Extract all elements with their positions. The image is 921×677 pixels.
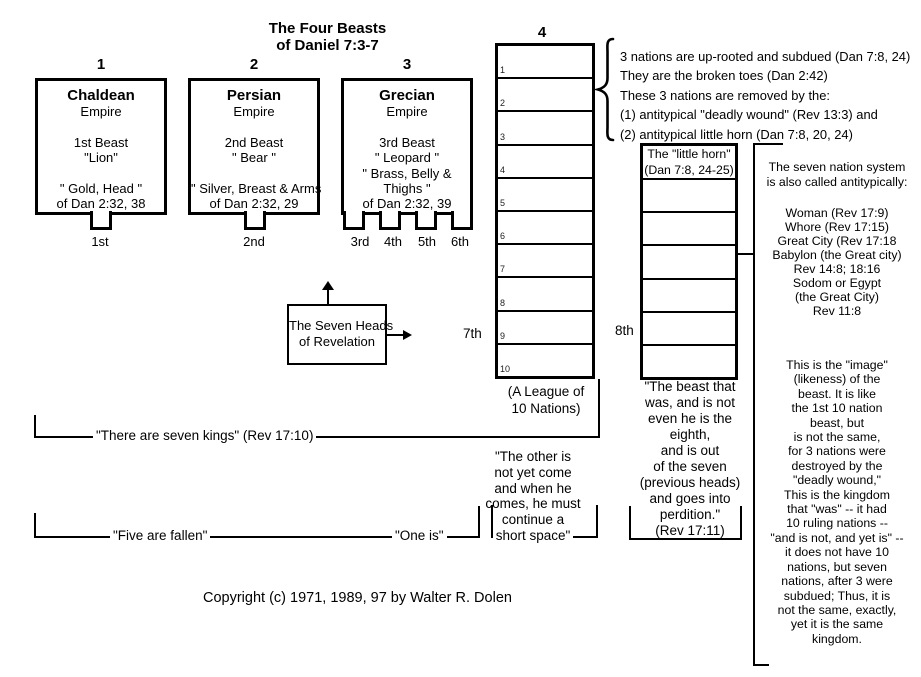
right-panel-line: it does not have 10 <box>785 545 889 560</box>
empire-box-line <box>344 119 470 134</box>
right-panel-line: Rev 14:8; 18:16 <box>793 262 881 276</box>
empire-box-persian <box>188 78 320 215</box>
empire-box-line: " Brass, Belly & <box>362 165 452 181</box>
other-quote-right-tick <box>596 505 598 538</box>
right-panel-line: subdued; Thus, it is <box>783 588 891 603</box>
title-line-2: of Daniel 7:3-7 <box>276 37 379 54</box>
right-panel-bracket <box>753 143 755 666</box>
league-row-label: 2 <box>500 98 506 109</box>
empire-box-line: " Leopard " <box>374 150 440 166</box>
league-row-label: 1 <box>500 65 506 76</box>
box-foot <box>244 211 266 230</box>
right-panel-line: kingdom. <box>812 631 862 646</box>
fallen-line-left-tick <box>34 513 36 538</box>
note-line: They are the broken toes (Dan 2:42) <box>620 68 828 84</box>
empire-box-line: Grecian <box>379 87 435 104</box>
five-fallen-quote: "Five are fallen" <box>110 528 210 543</box>
fallen-line-right-tick <box>478 506 480 538</box>
box-foot <box>451 211 473 230</box>
right-panel-line: destroyed by the <box>791 458 883 473</box>
page-title <box>245 20 410 54</box>
right-panel-line: Rev 11:8 <box>812 304 862 318</box>
right-panel-line: beast, but <box>809 415 864 430</box>
note-line: (2) antitypical little horn (Dan 7:8, 20, 24) <box>620 126 853 142</box>
three-nations-note <box>620 47 910 144</box>
right-panel-line: 10 ruling nations -- <box>786 516 888 531</box>
right-panel-line: Woman (Rev 17:9) <box>785 206 889 220</box>
right-panel-line: (the Great City) <box>794 290 880 304</box>
league-of-ten-nations-box <box>495 43 595 379</box>
league-row <box>498 345 592 376</box>
copyright-text: Copyright (c) 1971, 1989, 97 by Walter R. Dolen <box>203 590 512 606</box>
box-foot <box>379 211 401 230</box>
empire-box-line <box>191 166 317 181</box>
right-arrow-icon <box>403 330 412 340</box>
curly-brace <box>595 36 616 143</box>
little-horn-header-line: The "little horn" <box>647 147 731 161</box>
league-caption-line: 10 Nations) <box>511 400 581 416</box>
empire-box-line: " Gold, Head " <box>59 180 143 196</box>
box-foot <box>343 211 365 230</box>
right-arrow-line <box>387 334 404 336</box>
box-foot <box>415 211 437 230</box>
right-panel-line: Sodom or Egypt <box>792 276 882 290</box>
empire-box-line: " Silver, Breast & Arms <box>191 180 322 196</box>
empire-box-chaldean <box>35 78 167 215</box>
quote-line: eighth, <box>669 427 711 442</box>
quote-line: continue a <box>501 512 565 528</box>
little-horn-row <box>643 246 735 279</box>
empire-box-line: "Lion" <box>84 150 118 166</box>
seven-heads-box <box>287 304 394 365</box>
league-row-label: 6 <box>500 231 506 242</box>
right-panel-line: that "was" -- it had <box>787 502 887 517</box>
quote-line: (Rev 17:11) <box>655 523 725 538</box>
right-panel-line: This is the kingdom <box>784 487 890 502</box>
league-row-label: 5 <box>500 198 506 209</box>
box-foot <box>90 211 112 230</box>
connector-line <box>738 253 753 255</box>
quote-line: "The beast that <box>644 379 736 394</box>
right-panel-line: Whore (Rev 17:15) <box>785 220 889 234</box>
right-panel-bracket-bottom-tick <box>753 664 769 666</box>
league-row-label: 7 <box>500 264 506 275</box>
little-horn-header-line: (Dan 7:8, 24-25) <box>644 162 734 177</box>
ordinal-label: 3rd <box>350 234 370 249</box>
empire-number-2: 2 <box>249 56 259 73</box>
league-row <box>498 278 592 311</box>
right-panel-line: "and is not, and yet is" -- <box>770 530 904 545</box>
up-arrow-icon <box>322 281 334 290</box>
ordinal-label: 6th <box>450 234 470 249</box>
right-panel-intro <box>757 160 917 189</box>
little-horn-row <box>643 213 735 246</box>
league-row-label: 10 <box>500 364 511 375</box>
league-row <box>498 46 592 79</box>
empire-box-line: Empire <box>233 104 275 119</box>
league-row <box>498 79 592 112</box>
kings-quote: "There are seven kings" (Rev 17:10) <box>93 428 316 443</box>
empire-box-line: 2nd Beast <box>224 134 284 150</box>
quote-line: and is out <box>660 443 720 458</box>
ordinal-label: 5th <box>417 234 437 249</box>
empire-box-line <box>38 119 164 134</box>
empire-box-line <box>191 119 317 134</box>
right-panel-line: yet it is the same <box>790 617 884 632</box>
kings-line-to-league-box <box>598 379 600 438</box>
right-panel-line: beast. It is like <box>798 386 876 401</box>
league-row-label: 3 <box>500 131 506 142</box>
right-panel-body <box>757 358 917 646</box>
league-row <box>498 179 592 212</box>
league-caption <box>495 384 597 417</box>
empire-box-line: " Bear " <box>232 150 276 166</box>
right-panel-line: nations, but seven <box>787 559 887 574</box>
up-arrow-line <box>327 289 329 304</box>
quote-line: and goes into <box>649 491 731 506</box>
empire-box-line: Empire <box>386 104 428 119</box>
beast-quote <box>633 379 747 539</box>
ordinal-label: 4th <box>383 234 403 249</box>
kings-line-left-tick <box>34 415 36 438</box>
little-horn-row <box>643 180 735 213</box>
eighth-head-label: 8th <box>615 323 634 338</box>
quote-line: perdition." <box>659 507 721 522</box>
empire-box-line: Empire <box>80 104 122 119</box>
league-row <box>498 245 592 278</box>
league-caption-line: (A League of <box>507 384 585 399</box>
right-panel-line: not the same, exactly, <box>777 602 897 617</box>
other-quote <box>483 449 583 544</box>
league-row-label: 4 <box>500 164 506 175</box>
right-panel-line: The seven nation system <box>768 160 906 174</box>
league-row <box>498 212 592 245</box>
empire-box-line: of Dan 2:32, 38 <box>56 196 146 212</box>
league-row-label: 9 <box>500 330 506 341</box>
right-panel-line: Babylon (the Great city) <box>772 248 902 262</box>
empire-box-line: Thighs " <box>383 180 431 196</box>
empire-number-1: 1 <box>96 56 106 73</box>
quote-line: even he is the <box>647 411 733 426</box>
beast-quote-left-tick <box>629 506 631 540</box>
little-horn-header <box>643 146 735 180</box>
empire-box-line: of Dan 2:32, 39 <box>362 196 452 212</box>
little-horn-row <box>643 346 735 377</box>
quote-line: comes, he must <box>485 496 581 512</box>
right-panel-line: Great City (Rev 17:18 <box>777 234 897 248</box>
right-panel-line: (likeness) of the <box>793 372 881 387</box>
note-line: These 3 nations are removed by the: <box>620 87 830 103</box>
seven-heads-line: of Revelation <box>299 334 375 349</box>
seventh-head-label: 7th <box>463 326 482 341</box>
empire-box-line: of Dan 2:32, 29 <box>209 196 299 212</box>
right-panel-line: nations, after 3 were <box>781 574 893 589</box>
right-panel-line: is also called antitypically: <box>766 174 908 189</box>
league-row-label: 8 <box>500 297 506 308</box>
right-panel-bracket-top-tick <box>753 143 783 145</box>
empire-box-line: Persian <box>226 87 282 104</box>
quote-line: and when he <box>494 480 572 496</box>
seven-heads-line: The Seven Heads <box>289 318 394 333</box>
ordinal-label: 2nd <box>243 234 265 249</box>
note-line: 3 nations are up-rooted and subdued (Dan 7:8, 24) <box>620 49 911 64</box>
right-panel-line: for 3 nations were <box>788 444 886 459</box>
empire-box-line: 1st Beast <box>73 134 129 150</box>
right-panel-line: is not the same, <box>793 430 881 445</box>
little-horn-row <box>643 280 735 313</box>
empire-box-line: 3rd Beast <box>379 134 435 150</box>
little-horn-box <box>640 143 738 380</box>
right-panel-names <box>757 206 917 318</box>
title-line-1: The Four Beasts <box>268 20 387 37</box>
quote-line: (previous heads) <box>639 475 741 490</box>
one-is-quote: "One is" <box>392 528 447 543</box>
quote-line: not yet come <box>494 464 572 480</box>
empire-box-line <box>38 166 164 181</box>
league-row <box>498 312 592 345</box>
ordinal-label: 1st <box>91 234 109 249</box>
right-panel-line: This is the "image" <box>786 358 888 372</box>
note-line: (1) antitypical "deadly wound" (Rev 13:3) and <box>620 107 878 123</box>
right-panel-line: the 1st 10 nation <box>791 401 883 416</box>
league-row <box>498 112 592 145</box>
quote-line: short space" <box>493 528 574 543</box>
quote-line: was, and is not <box>644 395 736 410</box>
empire-box-line: Chaldean <box>67 87 135 104</box>
league-box-number: 4 <box>537 24 547 41</box>
league-row <box>498 146 592 179</box>
empire-box-grecian <box>341 78 473 215</box>
little-horn-row <box>643 313 735 346</box>
quote-line: "The other is <box>494 449 572 464</box>
right-panel-line: "deadly wound," <box>792 473 882 488</box>
quote-line: of the seven <box>653 459 727 474</box>
empire-number-3: 3 <box>402 56 412 73</box>
